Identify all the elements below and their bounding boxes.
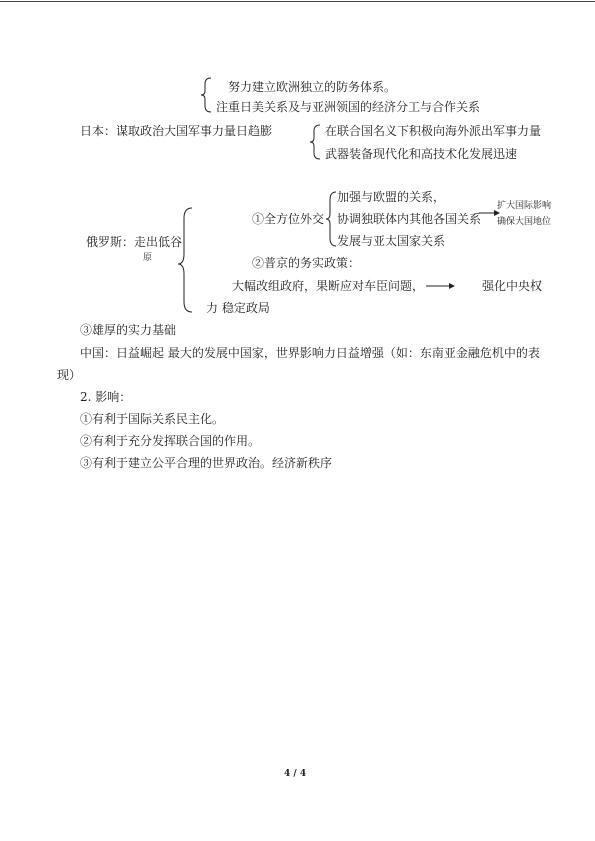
brace-europe [200, 76, 214, 114]
russia-reform-continued: 力 稳定政局 [206, 301, 270, 315]
omni-result-status: 确保大国地位 [497, 217, 552, 227]
russia-omni-diplomacy: ①全方位外交 [252, 212, 325, 226]
arrow-right-icon [425, 281, 457, 291]
brace-japan [309, 123, 323, 161]
japan-item-overseas: 在联合国名义下积极向海外派出军事力量 [325, 124, 542, 138]
omni-item-eu: 加强与欧盟的关系， [337, 190, 446, 204]
brace-russia [176, 206, 196, 314]
impact-item-3: ③有利于建立公平合理的世界政治。经济新秩序 [80, 456, 333, 470]
omni-item-cis: 协调独联体内其他各国关系 [337, 212, 482, 226]
omni-result-influence: 扩大国际影响 [497, 201, 552, 211]
europe-item-defense: 努力建立欧洲独立的防务体系。 [228, 80, 397, 94]
page-top-border [0, 1, 595, 2]
impact-item-2: ②有利于充分发挥联合国的作用。 [80, 434, 261, 448]
russia-label-tail: 原 [143, 253, 153, 263]
impact-heading: 2. 影响： [80, 390, 132, 404]
japan-label: 日本：谋取政治大国军事力量日趋膨 [80, 124, 273, 138]
russia-strength-base: ③雄厚的实力基础 [80, 323, 177, 337]
europe-item-economic: 注重日美关系及与亚洲领国的经济分工与合作关系 [216, 100, 481, 114]
russia-reform-result: 强化中央权 [482, 279, 543, 293]
omni-item-asiapac: 发展与亚太国家关系 [337, 234, 446, 248]
russia-label: 俄罗斯：走出低谷 [86, 235, 183, 249]
japan-item-weapons: 武器装备现代化和高技术化发展迅速 [325, 147, 518, 161]
russia-reform-text: 大幅改组政府，果断应对车臣问题， [232, 279, 425, 293]
china-line-2: 现） [57, 368, 82, 382]
china-line-1: 中国：日益崛起 最大的发展中国家，世界影响力日益增强（如：东南亚金融危机中的表 [80, 346, 540, 360]
page-number: 4 / 4 [284, 769, 307, 779]
impact-item-1: ①有利于国际关系民主化。 [80, 412, 225, 426]
russia-pragmatic-policy: ②普京的务实政策： [252, 256, 361, 270]
